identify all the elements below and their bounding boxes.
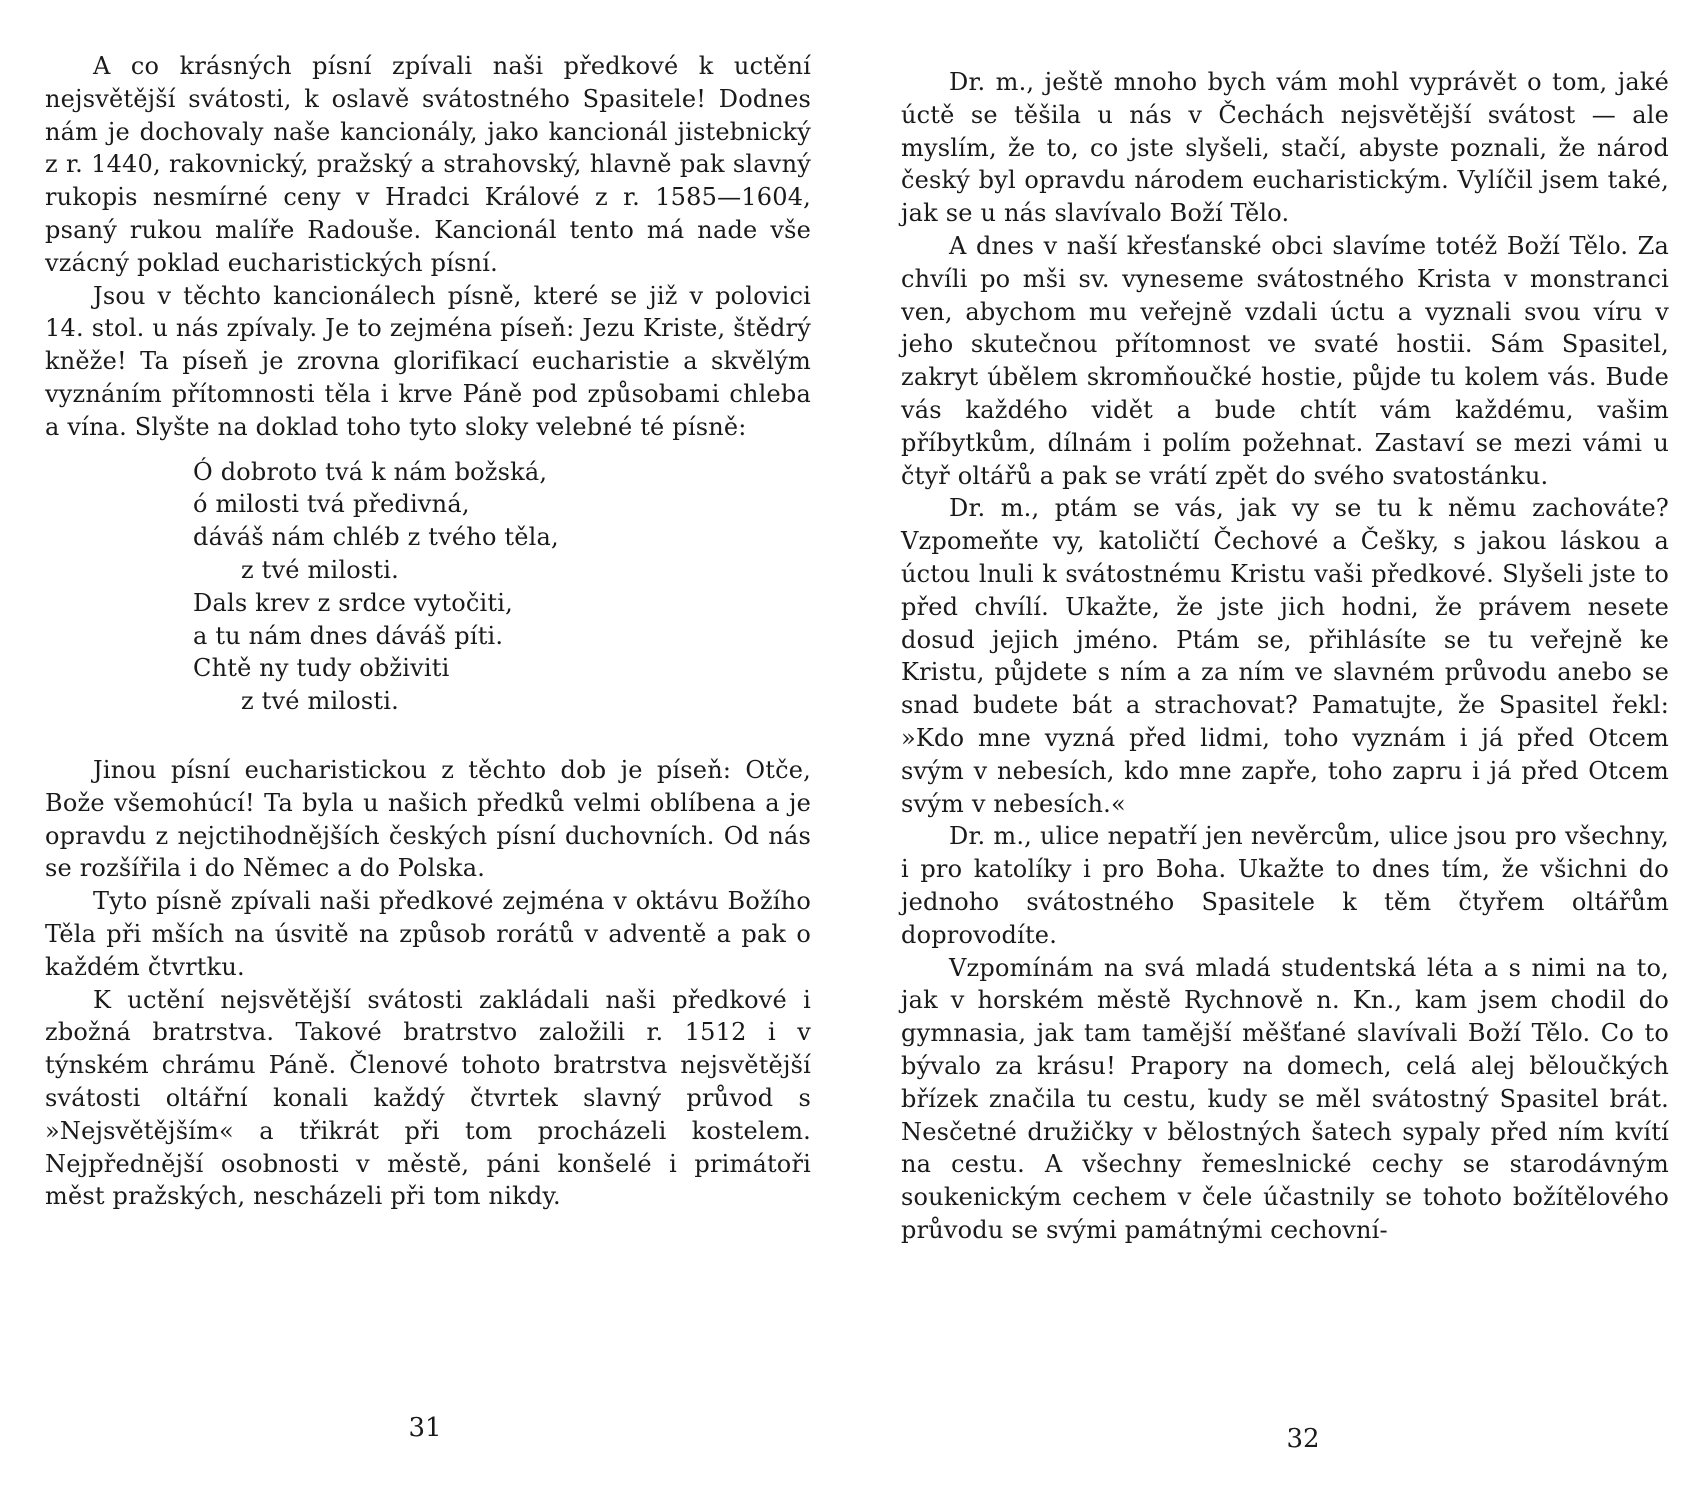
poem-line: z tvé milosti. — [241, 555, 399, 584]
poem-line: Ó dobroto tvá k nám božská, — [193, 457, 548, 486]
left-page-text — [45, 50, 811, 1213]
paragraph: Tyto písně zpívali naši předkové zejména v oktávu Božího Těla při mších na úsvitě na způsob rorátů v adventě a pak o každém čtvrtku. — [45, 887, 811, 981]
paragraph: A co krásných písní zpívali naši předkové k uctění nejsvětější svátosti, k oslavě svátostného Spasitele! Dodnes nám je dochovaly naše kancionály, jako kancionál jistebnický z r. 1440, rakovnický, pražský a strahovský, hlavně pak slavný rukopis nesmírné ceny v Hradci Králové z r. 1585—1604, psaný rukou malíře Radouše. Kancionál tento má nade vše vzácný poklad eucharistických písní. — [45, 52, 811, 277]
right-page-text — [901, 66, 1669, 1247]
paragraph: Dr. m., ptám se vás, jak vy se tu k němu zachováte? Vzpomeňte vy, katoličtí Čechové a Češky, s jakou láskou a úctou lnuli k svátostnému Kristu vaši předkové. Slyšeli jste to před chvílí. Ukažte, že jste jich hodni, že právem nesete dosud jejich jméno. Ptám se, přihlásíte se tu veřejně ke Kristu, půjdete s ním a za ním ve slavném průvodu anebo se snad budete bát a strachovat? Pamatujte, že Spasitel řekl: »Kdo mne vyzná před lidmi, toho vyznám i já před Otcem svým v nebesích, kdo mne zapře, toho zapru i já před Otcem svým v nebesích.« — [901, 494, 1669, 818]
paragraph: A dnes v naší křesťanské obci slavíme totéž Boží Tělo. Za chvíli po mši sv. vyneseme svátostného Krista v monstranci ven, abychom mu veřejně vzdali úctu a vyznali svou víru v jeho skutečnou přítomnost ve svaté hostii. Sám Spasitel, zakryt úbělem skromňoučké hostie, půjde tu kolem vás. Bude vás každého vidět a bude chtít vám každému, vašim příbytkům, dílnám i polím požehnat. Zastaví se mezi vámi u čtyř oltářů a pak se vrátí zpět do svého svatostánku. — [901, 231, 1669, 490]
poem-line: a tu nám dnes dáváš píti. — [193, 621, 504, 650]
poem-line: z tvé milosti. — [241, 687, 399, 716]
poem-stanza — [45, 456, 811, 718]
paragraph: K uctění nejsvětější svátosti zakládali naši předkové i zbožná bratrstva. Takové bratrstvo založili r. 1512 i v týnském chrámu Páně. Členové tohoto bratrstva nejsvětější svátosti oltářní konali každý čtvrtek slavný průvod s »Nejsvětějším« a třikrát při tom procházeli kostelem. Nejpřednější osobnosti v městě, páni konšelé i primátoři měst pražských, nescházeli při tom nikdy. — [45, 985, 811, 1211]
page-number: 31 — [408, 1413, 442, 1443]
paragraph: Vzpomínám na svá mladá studentská léta a s nimi na to, jak v horském městě Rychnově n. Kn., kam jsem chodil do gymnasia, jak tam tamější měšťané slavívali Boží Tělo. Co to bývalo za krásu! Prapory na domech, celá alej běloučkých břízek značila tu cestu, kudy se měl svátostný Spasitel brát. Nesčetné družičky v bělostných šatech sypaly před ním kvítí na cestu. A všechny řemeslnické cechy se starodávným soukenickým cechem v čele účastnily se tohoto božítělového průvodu se svými památnými cechovní- — [901, 953, 1669, 1244]
paragraph: Dr. m., ještě mnoho bych vám mohl vyprávět o tom, jaké úctě se těšila u nás v Čechách nejsvětější svátost — ale myslím, že to, co jste slyšeli, stačí, abyste poznali, že národ český byl opravdu národem eucharistickým. Vylíčil jsem také, jak se u nás slavívalo Boží Tělo. — [901, 68, 1669, 228]
paragraph: Jsou v těchto kancionálech písně, které se již v polovici 14. stol. u nás zpívaly. Je to zejména píseň: Jezu Kriste, štědrý kněže! Ta píseň je zrovna glorifikací eucharistie a skvělým vyznáním přítomnosti těla i krve Páně pod způsobami chleba a vína. Slyšte na doklad toho tyto sloky velebné té písně: — [45, 281, 811, 441]
poem-line: ó milosti tvá předivná, — [193, 490, 470, 519]
paragraph: Jinou písní eucharistickou z těchto dob je píseň: Otče, Bože všemohúcí! Ta byla u našich předků velmi oblíbena a je opravdu z nejctihodnějších českých písní duchovních. Od nás se rozšířila i do Němec a do Polska. — [45, 755, 811, 883]
right-page — [853, 0, 1706, 1500]
poem-line: dáváš nám chléb z tvého těla, — [193, 523, 559, 552]
poem-line: Dals krev z srdce vytočiti, — [193, 588, 513, 617]
page-number: 32 — [1286, 1424, 1320, 1454]
poem-line: Chtě ny tudy obživiti — [193, 654, 450, 683]
paragraph: Dr. m., ulice nepatří jen nevěrcům, ulice jsou pro všechny, i pro katolíky i pro Boha. Ukažte to dnes tím, že všichni do jednoho svátostného Spasitele k těm čtyřem oltářům doprovodíte. — [901, 822, 1669, 949]
